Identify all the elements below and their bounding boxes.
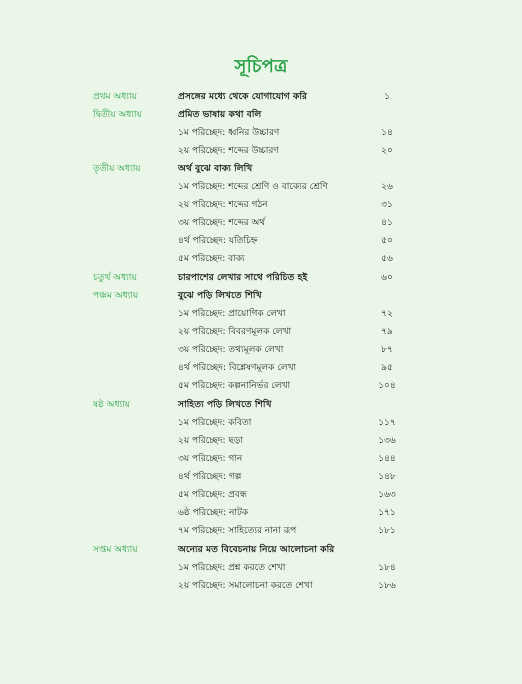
entry-title: ৫ম পরিচ্ছেদ: কল্পনানির্ভর লেখা <box>178 381 291 391</box>
toc-row <box>0 287 522 305</box>
entry-title: সাহিত্য পড়ি লিখতে শিখি <box>178 399 272 410</box>
toc-row <box>0 106 522 124</box>
toc-row <box>0 504 522 522</box>
toc-row <box>0 160 522 178</box>
toc-row <box>0 269 522 287</box>
toc-row <box>0 414 522 432</box>
chapter-label: তৃতীয় অধ্যায় <box>93 164 141 174</box>
toc-row <box>0 559 522 577</box>
entry-title: ১ম পরিচ্ছেদ: কবিতা <box>178 418 252 428</box>
page-number: ১১৭ <box>378 418 396 428</box>
entry-title: ৩য় পরিচ্ছেদ: তথ্যমূলক লেখা <box>178 345 284 355</box>
page-number: ৬০ <box>381 273 393 283</box>
entry-title: ১ম পরিচ্ছেদ: ধ্বনির উচ্চারণ <box>178 128 280 138</box>
entry-title: ৪র্থ পরিচ্ছেদ: যতিচিহ্ন <box>178 236 258 246</box>
toc-row <box>0 522 522 540</box>
entry-title: ১ম পরিচ্ছেদ: প্রশ্ন করতে শেখা <box>178 563 286 573</box>
toc-row <box>0 541 522 559</box>
toc-row <box>0 341 522 359</box>
entry-title: ৬ষ্ঠ পরিচ্ছেদ: নাটক <box>178 508 249 518</box>
toc-row <box>0 178 522 196</box>
entry-title: বুঝে পড়ি লিখতে শিখি <box>178 290 262 301</box>
page-number: ১৮১ <box>378 526 396 536</box>
toc-row <box>0 88 522 106</box>
page-number: ১৮৪ <box>378 563 396 573</box>
entry-title: ২য় পরিচ্ছেদ: শব্দের গঠন <box>178 200 268 210</box>
page-number: ১ <box>384 92 390 102</box>
chapter-label: চতুর্থ অধ্যায় <box>93 273 137 283</box>
entry-title: ২য় পরিচ্ছেদ: সমালোচনা করতে শেখা <box>178 581 313 591</box>
page-number: ৭২ <box>381 309 393 319</box>
entry-title: ১ম পরিচ্ছেদ: প্রায়োগিক লেখা <box>178 309 286 319</box>
page-number: ৫৬ <box>381 254 393 264</box>
page-number: ১৩৬ <box>378 436 396 446</box>
toc-row <box>0 359 522 377</box>
page-number: ৭৯ <box>381 327 393 337</box>
toc-row <box>0 142 522 160</box>
toc-row <box>0 323 522 341</box>
entry-title: চারপাশের লেখার সাথে পরিচিত হই <box>178 272 308 283</box>
page-number: ৮৭ <box>381 345 393 355</box>
entry-title: প্রসঙ্গের মধ্যে থেকে যোগাযোগ করি <box>178 91 308 102</box>
page-title: সূচিপত্র <box>234 56 288 77</box>
toc-row <box>0 214 522 232</box>
entry-title: ৭ম পরিচ্ছেদ: সাহিত্যের নানা রূপ <box>178 526 297 536</box>
chapter-label: সপ্তম অধ্যায় <box>93 545 138 555</box>
entry-title: অন্যের মত বিবেচনায় নিয়ে আলোচনা করি <box>178 544 335 555</box>
page-number: ৪১ <box>381 218 393 228</box>
entry-title: ৫ম পরিচ্ছেদ: প্রবন্ধ <box>178 490 247 500</box>
page-number: ১৭১ <box>378 508 396 518</box>
entry-title: ১ম পরিচ্ছেদ: শব্দের শ্রেণি ও বাক্যের শ্রেণি <box>178 182 328 192</box>
toc-row <box>0 432 522 450</box>
entry-title: প্রমিত ভাষায় কথা বলি <box>178 109 262 120</box>
toc-row <box>0 196 522 214</box>
entry-title: ৪র্থ পরিচ্ছেদ: গল্প <box>178 472 242 482</box>
page-number: ১৪৮ <box>378 472 396 482</box>
chapter-label: দ্বিতীয় অধ্যায় <box>93 110 142 120</box>
toc-row <box>0 305 522 323</box>
entry-title: ৪র্থ পরিচ্ছেদ: বিশ্লেষণমূলক লেখা <box>178 363 297 373</box>
entry-title: ২য় পরিচ্ছেদ: ছড়া <box>178 436 243 446</box>
page-number: ২৬ <box>381 182 393 192</box>
entry-title: ৫ম পরিচ্ছেদ: বাক্য <box>178 254 245 264</box>
toc-row <box>0 450 522 468</box>
entry-title: ২য় পরিচ্ছেদ: শব্দের উচ্চারণ <box>178 146 279 156</box>
page-number: ১৮৬ <box>378 581 396 591</box>
toc-row <box>0 577 522 595</box>
toc-row <box>0 486 522 504</box>
chapter-label: পঞ্চম অধ্যায় <box>93 291 139 301</box>
page-number: ১৪ <box>381 128 393 138</box>
entry-title: ২য় পরিচ্ছেদ: বিবরণমূলক লেখা <box>178 327 292 337</box>
toc-row <box>0 232 522 250</box>
toc-row <box>0 377 522 395</box>
chapter-label: ষষ্ঠ অধ্যায় <box>93 400 131 410</box>
page-number: ১৪৪ <box>378 454 396 464</box>
page-number: ৩১ <box>381 200 393 210</box>
toc-row <box>0 250 522 268</box>
page-number: ৫০ <box>381 236 393 246</box>
page-number: ১৬৩ <box>378 490 396 500</box>
entry-title: ৩য় পরিচ্ছেদ: শব্দের অর্থ <box>178 218 266 228</box>
page-number: ২০ <box>381 146 393 156</box>
entry-title: অর্থ বুঝে বাক্য লিখি <box>178 163 253 174</box>
toc-row <box>0 396 522 414</box>
toc-row <box>0 468 522 486</box>
page-number: ১০৪ <box>378 381 396 391</box>
page-number: ৯৫ <box>381 363 393 373</box>
chapter-label: প্রথম অধ্যায় <box>93 92 137 102</box>
entry-title: ৩য় পরিচ্ছেদ: গান <box>178 454 243 464</box>
toc-row <box>0 124 522 142</box>
